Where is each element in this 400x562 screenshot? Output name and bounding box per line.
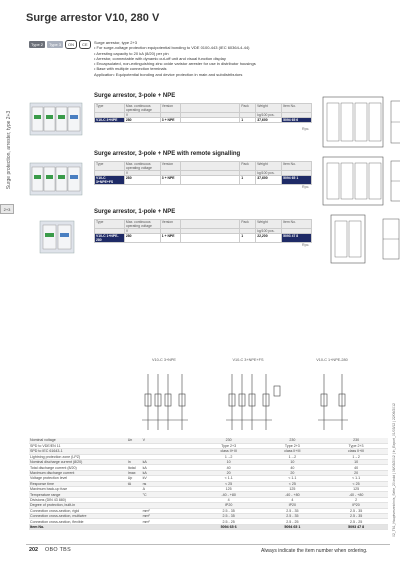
value-cell: 230: [324, 438, 388, 443]
side-tab: 2+3: [0, 204, 14, 214]
section-3pole-npe-remote: [26, 151, 396, 211]
value-cell: 4: [261, 497, 325, 502]
section-3pole-npe: [26, 93, 396, 159]
unit-note: Rpc.: [302, 243, 310, 247]
item-cell: 5093 47 8: [282, 234, 312, 243]
value-cell: 2.5 - 35: [197, 513, 261, 518]
value-cell: 1→2: [324, 454, 388, 459]
row-label: Degree of protection, built-in: [29, 503, 127, 508]
row-unit: kA: [142, 460, 165, 465]
value-cell: 20: [324, 470, 388, 475]
col-voltage: Max. continuous operating voltage: [124, 162, 160, 171]
page-title: Surge arrestor V10, 280 V: [26, 12, 160, 24]
product-photo-1pole: [28, 215, 86, 259]
product-photo-3pole: [28, 97, 86, 141]
row-unit: mm²: [142, 508, 165, 513]
row-label: Connection cross-section, multiwire: [29, 513, 127, 518]
col-version: Version: [160, 162, 180, 171]
circuit-symbols: [134, 366, 384, 438]
value-cell: 230: [261, 438, 325, 443]
row-label: SPD to IEC 61643-1: [29, 449, 127, 454]
value-cell: < 1.1: [197, 476, 261, 481]
value-cell: 40: [197, 465, 261, 470]
desc-line: • Arrestor, connectable with dynamic cut-off unit and visual function display: [94, 55, 226, 61]
value-cell: 2.5 - 25: [261, 519, 325, 524]
row-label: Voltage protection level: [29, 476, 127, 481]
value-cell: 2.5 - 35: [324, 508, 388, 513]
weight-cell: 37,600: [256, 118, 282, 123]
sub-cell: kg/100 pcs.: [256, 229, 282, 234]
value-cell: -40 - +80: [324, 492, 388, 497]
value-cell: 2.5 - 35: [261, 508, 325, 513]
col-pack: Pack: [240, 162, 256, 171]
row-label: Connection cross-section, rigid: [29, 508, 127, 513]
pack-cell: 1: [240, 118, 256, 123]
col-voltage: Max. continuous operating voltage: [124, 220, 160, 229]
row-symbol: Un: [127, 438, 142, 443]
spec-table: [94, 103, 312, 123]
item-number-row: [29, 524, 388, 529]
value-cell: < 1.1: [261, 476, 325, 481]
value-cell: 40: [261, 465, 325, 470]
item-value: 5094 65 6: [197, 524, 261, 529]
desc-line: Application: Equipotential bonding and device protection in main and subdistributors: [94, 71, 243, 77]
circuit-label: V10-C 1+NPE-280: [316, 358, 348, 362]
value-cell: < 1.1: [324, 476, 388, 481]
value-cell: 10: [261, 460, 325, 465]
technical-data-table: [29, 438, 388, 530]
value-cell: 2.5 - 35: [324, 513, 388, 518]
type-cell: V10-C 3+NPE+FS: [95, 176, 125, 185]
footer-divider: [26, 544, 390, 545]
value-cell: IP20: [197, 503, 261, 508]
value-cell: -40 - +80: [261, 492, 325, 497]
blank-cell: [180, 176, 240, 185]
version-cell: 3 + NPE: [160, 118, 180, 123]
circuit-label: V10-C 3+NPE+FS: [232, 358, 264, 362]
print-slug: 02_T61_Hauptverzeichnis_Seite_20.indd | 06/03/2012 | In_Export_01/03/12 | 22/06/2012: [392, 403, 396, 537]
row-symbol: Up: [127, 476, 142, 481]
sub-cell: kg/100 pcs.: [256, 113, 282, 118]
row-label: Nominal voltage: [29, 438, 127, 443]
col-version: Version: [160, 220, 180, 229]
item-value: 5094 65 1: [261, 524, 325, 529]
col-item: Item No.: [282, 220, 312, 229]
voltage-cell: 280: [124, 118, 160, 123]
col-voltage: Max. continuous operating voltage: [124, 104, 160, 113]
item-cell: 5094 65 1: [282, 176, 312, 185]
sub-cell: V: [124, 113, 160, 118]
dimension-drawing-1pole: [317, 209, 400, 271]
col-type: Type: [95, 104, 125, 113]
pack-cell: 1: [240, 176, 256, 185]
row-label: Response time: [29, 481, 127, 486]
col-item: Item No.: [282, 162, 312, 171]
row-unit: kV: [142, 476, 165, 481]
desc-line: • Encapsulated, non-extinguishing zinc oxide varistor arrester for use in distributor housings: [94, 61, 256, 67]
pack-cell: 1: [240, 234, 256, 243]
type-cell: V10-C 3+NPE: [95, 118, 125, 123]
col-weight: Weight: [256, 220, 282, 229]
value-cell: 125: [197, 487, 261, 492]
col-type: Type: [95, 220, 125, 229]
col-weight: Weight: [256, 104, 282, 113]
sub-cell: V: [124, 229, 160, 234]
row-label: Maximum back-up fuse: [29, 487, 127, 492]
voltage-cell: 280: [124, 176, 160, 185]
col-pack: Pack: [240, 104, 256, 113]
value-cell: Type 2+3: [197, 443, 261, 448]
spacer: [127, 524, 142, 529]
row-symbol: In: [127, 460, 142, 465]
item-value: 5093 47 8: [324, 524, 388, 529]
ordering-note: Always indicate the item number when ordering.: [261, 548, 368, 554]
circuit-diagrams: [134, 358, 384, 438]
row-label: Divisions (DIN 43 880): [29, 497, 127, 502]
value-cell: < 25: [261, 481, 325, 486]
row-unit: mm²: [142, 519, 165, 524]
voltage-cell: 280: [124, 234, 160, 243]
value-cell: -40 - +80: [197, 492, 261, 497]
value-cell: 10: [197, 460, 261, 465]
product-photo-3pole-fs: [28, 157, 86, 201]
section-1pole-npe: [26, 209, 396, 269]
row-symbol: Imax: [127, 470, 142, 475]
value-cell: IP20: [324, 503, 388, 508]
type2-badge: Type 2: [31, 42, 44, 47]
ce-badge: CE: [79, 40, 91, 49]
unit-note: Rpc.: [302, 127, 310, 131]
blank-cell: [180, 234, 240, 243]
col-item: Item No.: [282, 104, 312, 113]
sub-cell: kg/100 pcs.: [256, 171, 282, 176]
spacer: [142, 524, 165, 529]
value-cell: Type 2+3: [324, 443, 388, 448]
row-symbol: Itotal: [127, 465, 142, 470]
row-symbol: tA: [127, 481, 142, 486]
value-cell: 2.5 - 35: [197, 508, 261, 513]
col-type: Type: [95, 162, 125, 171]
section-title: Surge arrestor, 3-pole + NPE with remote signalling: [94, 151, 241, 157]
value-cell: 1→2: [197, 454, 261, 459]
value-cell: 40: [324, 465, 388, 470]
row-label: SPD to VDE/EN 11: [29, 443, 127, 448]
row-unit: A: [142, 487, 165, 492]
row-label: Connection cross-section, flexible: [29, 519, 127, 524]
value-cell: 4: [197, 497, 261, 502]
value-cell: Type 2+3: [261, 443, 325, 448]
type-cell: V10-C 1+NPE-280: [95, 234, 125, 243]
version-cell: 1 + NPE: [160, 234, 180, 243]
unit-note: Rpc.: [302, 185, 310, 189]
brand-logo-text: OBO TBS: [45, 547, 71, 553]
item-cell: 5094 65 6: [282, 118, 312, 123]
circuit-label: V10-C 3+NPE: [152, 358, 176, 362]
desc-line: Surge arrestor, type 2+3: [94, 40, 138, 45]
weight-cell: 22,200: [256, 234, 282, 243]
section-title: Surge arrestor, 3-pole + NPE: [94, 93, 176, 99]
value-cell: 230: [197, 438, 261, 443]
item-label: Item No.: [29, 524, 127, 529]
section-title: Surge arrestor, 1-pole + NPE: [94, 209, 176, 215]
value-cell: 2.5 - 25: [324, 519, 388, 524]
col-blank: [180, 162, 240, 171]
row-label: Lightning protection zone (LPZ): [29, 454, 127, 459]
on-badge: ON: [65, 40, 77, 49]
col-pack: Pack: [240, 220, 256, 229]
value-cell: 2: [324, 497, 388, 502]
side-label: Surge protection, arrester, type 2+3: [6, 110, 12, 190]
col-weight: Weight: [256, 162, 282, 171]
dimension-drawing-3pole: [317, 91, 400, 153]
value-cell: 1→2: [261, 454, 325, 459]
row-unit: V: [142, 438, 165, 443]
value-cell: 2.5 - 35: [261, 513, 325, 518]
value-cell: class II+III: [324, 449, 388, 454]
spacer: [165, 524, 197, 529]
sub-cell: V: [124, 171, 160, 176]
value-cell: IP20: [261, 503, 325, 508]
row-label: Maximum discharge current: [29, 470, 127, 475]
value-cell: 125: [324, 487, 388, 492]
blank-cell: [180, 118, 240, 123]
value-cell: 2.5 - 25: [197, 519, 261, 524]
desc-line: • Base with multiple connection terminals: [94, 66, 167, 72]
dimension-drawing-3pole-fs: [317, 151, 400, 213]
value-cell: class II+III: [261, 449, 325, 454]
desc-line: • For surge-voltage protection equipotential bonding to VDE 0100-443 (IEC 60364-4-44): [94, 45, 250, 51]
value-cell: 20: [261, 470, 325, 475]
value-cell: 125: [261, 487, 325, 492]
col-blank: [180, 220, 240, 229]
row-unit: kA: [142, 465, 165, 470]
weight-cell: 37,600: [256, 176, 282, 185]
product-description: [94, 40, 384, 77]
type3-badge: Type 3: [49, 42, 62, 47]
value-cell: < 25: [324, 481, 388, 486]
certification-badges: [29, 40, 91, 49]
page-number: 202: [29, 547, 38, 553]
row-unit: mm²: [142, 513, 165, 518]
value-cell: 10: [324, 460, 388, 465]
row-label: Nominal discharge current (8/20): [29, 460, 127, 465]
value-cell: 20: [197, 470, 261, 475]
row-label: Total discharge current (8/20): [29, 465, 127, 470]
col-version: Version: [160, 104, 180, 113]
row-unit: ns: [142, 481, 165, 486]
spec-table: [94, 161, 312, 185]
version-cell: 3 + NPE: [160, 176, 180, 185]
col-blank: [180, 104, 240, 113]
row-unit: °C: [142, 492, 165, 497]
row-unit: kA: [142, 470, 165, 475]
value-cell: < 25: [197, 481, 261, 486]
desc-line: • Arresting capacity to 20 kA (8/20) per pin: [94, 50, 169, 56]
spec-table: [94, 219, 312, 243]
value-cell: class II+III: [197, 449, 261, 454]
row-label: Temperature range: [29, 492, 127, 497]
